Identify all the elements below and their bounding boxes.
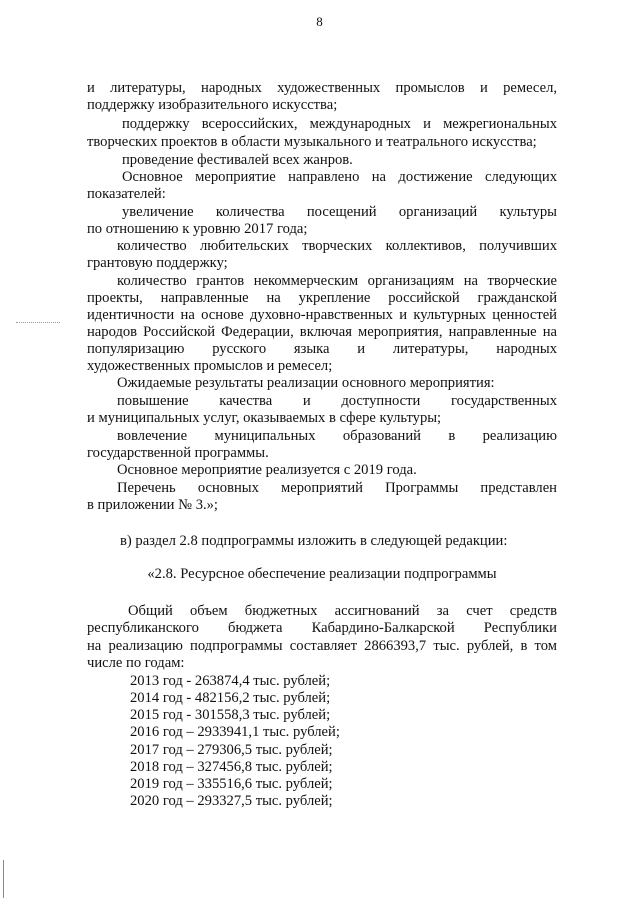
text-line: Перечень основных мероприятий Программы представлен xyxy=(117,480,557,496)
text-line: на реализацию подпрограммы составляет 2866393,7 тыс. рублей, в том xyxy=(87,638,557,654)
text-line: проведение фестивалей всех жанров. xyxy=(122,152,353,168)
text-line: Основное мероприятие направлено на достижение следующих xyxy=(122,169,557,185)
text-line: поддержку изобразительного искусства; xyxy=(87,97,338,113)
text-line: и литературы, народных художественных промыслов и ремесел, xyxy=(87,80,557,96)
text-line: Основное мероприятие реализуется с 2019 года. xyxy=(117,462,417,478)
text-line: республиканского бюджета Кабардино-Балкарской Республики xyxy=(87,620,557,636)
scan-edge-mark xyxy=(3,860,4,898)
text-line: повышение качества и доступности государственных xyxy=(117,393,557,409)
text-line: в приложении № 3.»; xyxy=(87,497,218,513)
text-line: в) раздел 2.8 подпрограммы изложить в следующей редакции: xyxy=(120,533,508,549)
text-line: количество любительских творческих коллективов, получивших xyxy=(117,238,557,254)
text-line: количество грантов некоммерческим организациям на творческие xyxy=(117,273,557,289)
text-line: творческих проектов в области музыкального и театрального искусства; xyxy=(87,134,537,150)
list-item: 2015 год - 301558,3 тыс. рублей; xyxy=(130,707,331,723)
text-line: проекты, направленные на укрепление российской гражданской xyxy=(87,290,557,306)
text-line: Общий объем бюджетных ассигнований за счет средств xyxy=(128,603,557,619)
list-item: 2016 год – 2933941,1 тыс. рублей; xyxy=(130,724,340,740)
list-item: 2017 год – 279306,5 тыс. рублей; xyxy=(130,742,333,758)
list-item: 2018 год – 327456,8 тыс. рублей; xyxy=(130,759,333,775)
text-line: идентичности на основе духовно-нравственных и культурных ценностей xyxy=(87,307,557,323)
text-line: и муниципальных услуг, оказываемых в сфере культуры; xyxy=(87,410,442,426)
list-item: 2014 год - 482156,2 тыс. рублей; xyxy=(130,690,331,706)
list-item: 2019 год – 335516,6 тыс. рублей; xyxy=(130,776,333,792)
text-line: государственной программы. xyxy=(87,445,269,461)
section-heading: «2.8. Ресурсное обеспечение реализации подпрограммы xyxy=(147,566,497,582)
text-line: увеличение количества посещений организаций культуры xyxy=(122,204,557,220)
text-line: народов Российской Федерации, включая мероприятия, направленные на xyxy=(87,324,557,340)
text-line: числе по годам: xyxy=(87,655,185,671)
page-number: 8 xyxy=(316,14,323,29)
text-line: художественных промыслов и ремесел; xyxy=(87,358,333,374)
text-line: грантовую поддержку; xyxy=(87,255,228,271)
scan-smudge xyxy=(16,322,60,324)
text-line: поддержку всероссийских, международных и межрегиональных xyxy=(122,116,557,132)
list-item: 2020 год – 293327,5 тыс. рублей; xyxy=(130,793,333,809)
text-line: Ожидаемые результаты реализации основного мероприятия: xyxy=(117,375,495,391)
text-line: по отношению к уровню 2017 года; xyxy=(87,221,308,237)
text-line: популяризацию русского языка и литературы, народных xyxy=(87,341,557,357)
text-line: вовлечение муниципальных образований в реализацию xyxy=(117,428,557,444)
text-line: показателей: xyxy=(87,186,166,202)
list-item: 2013 год - 263874,4 тыс. рублей; xyxy=(130,673,331,689)
